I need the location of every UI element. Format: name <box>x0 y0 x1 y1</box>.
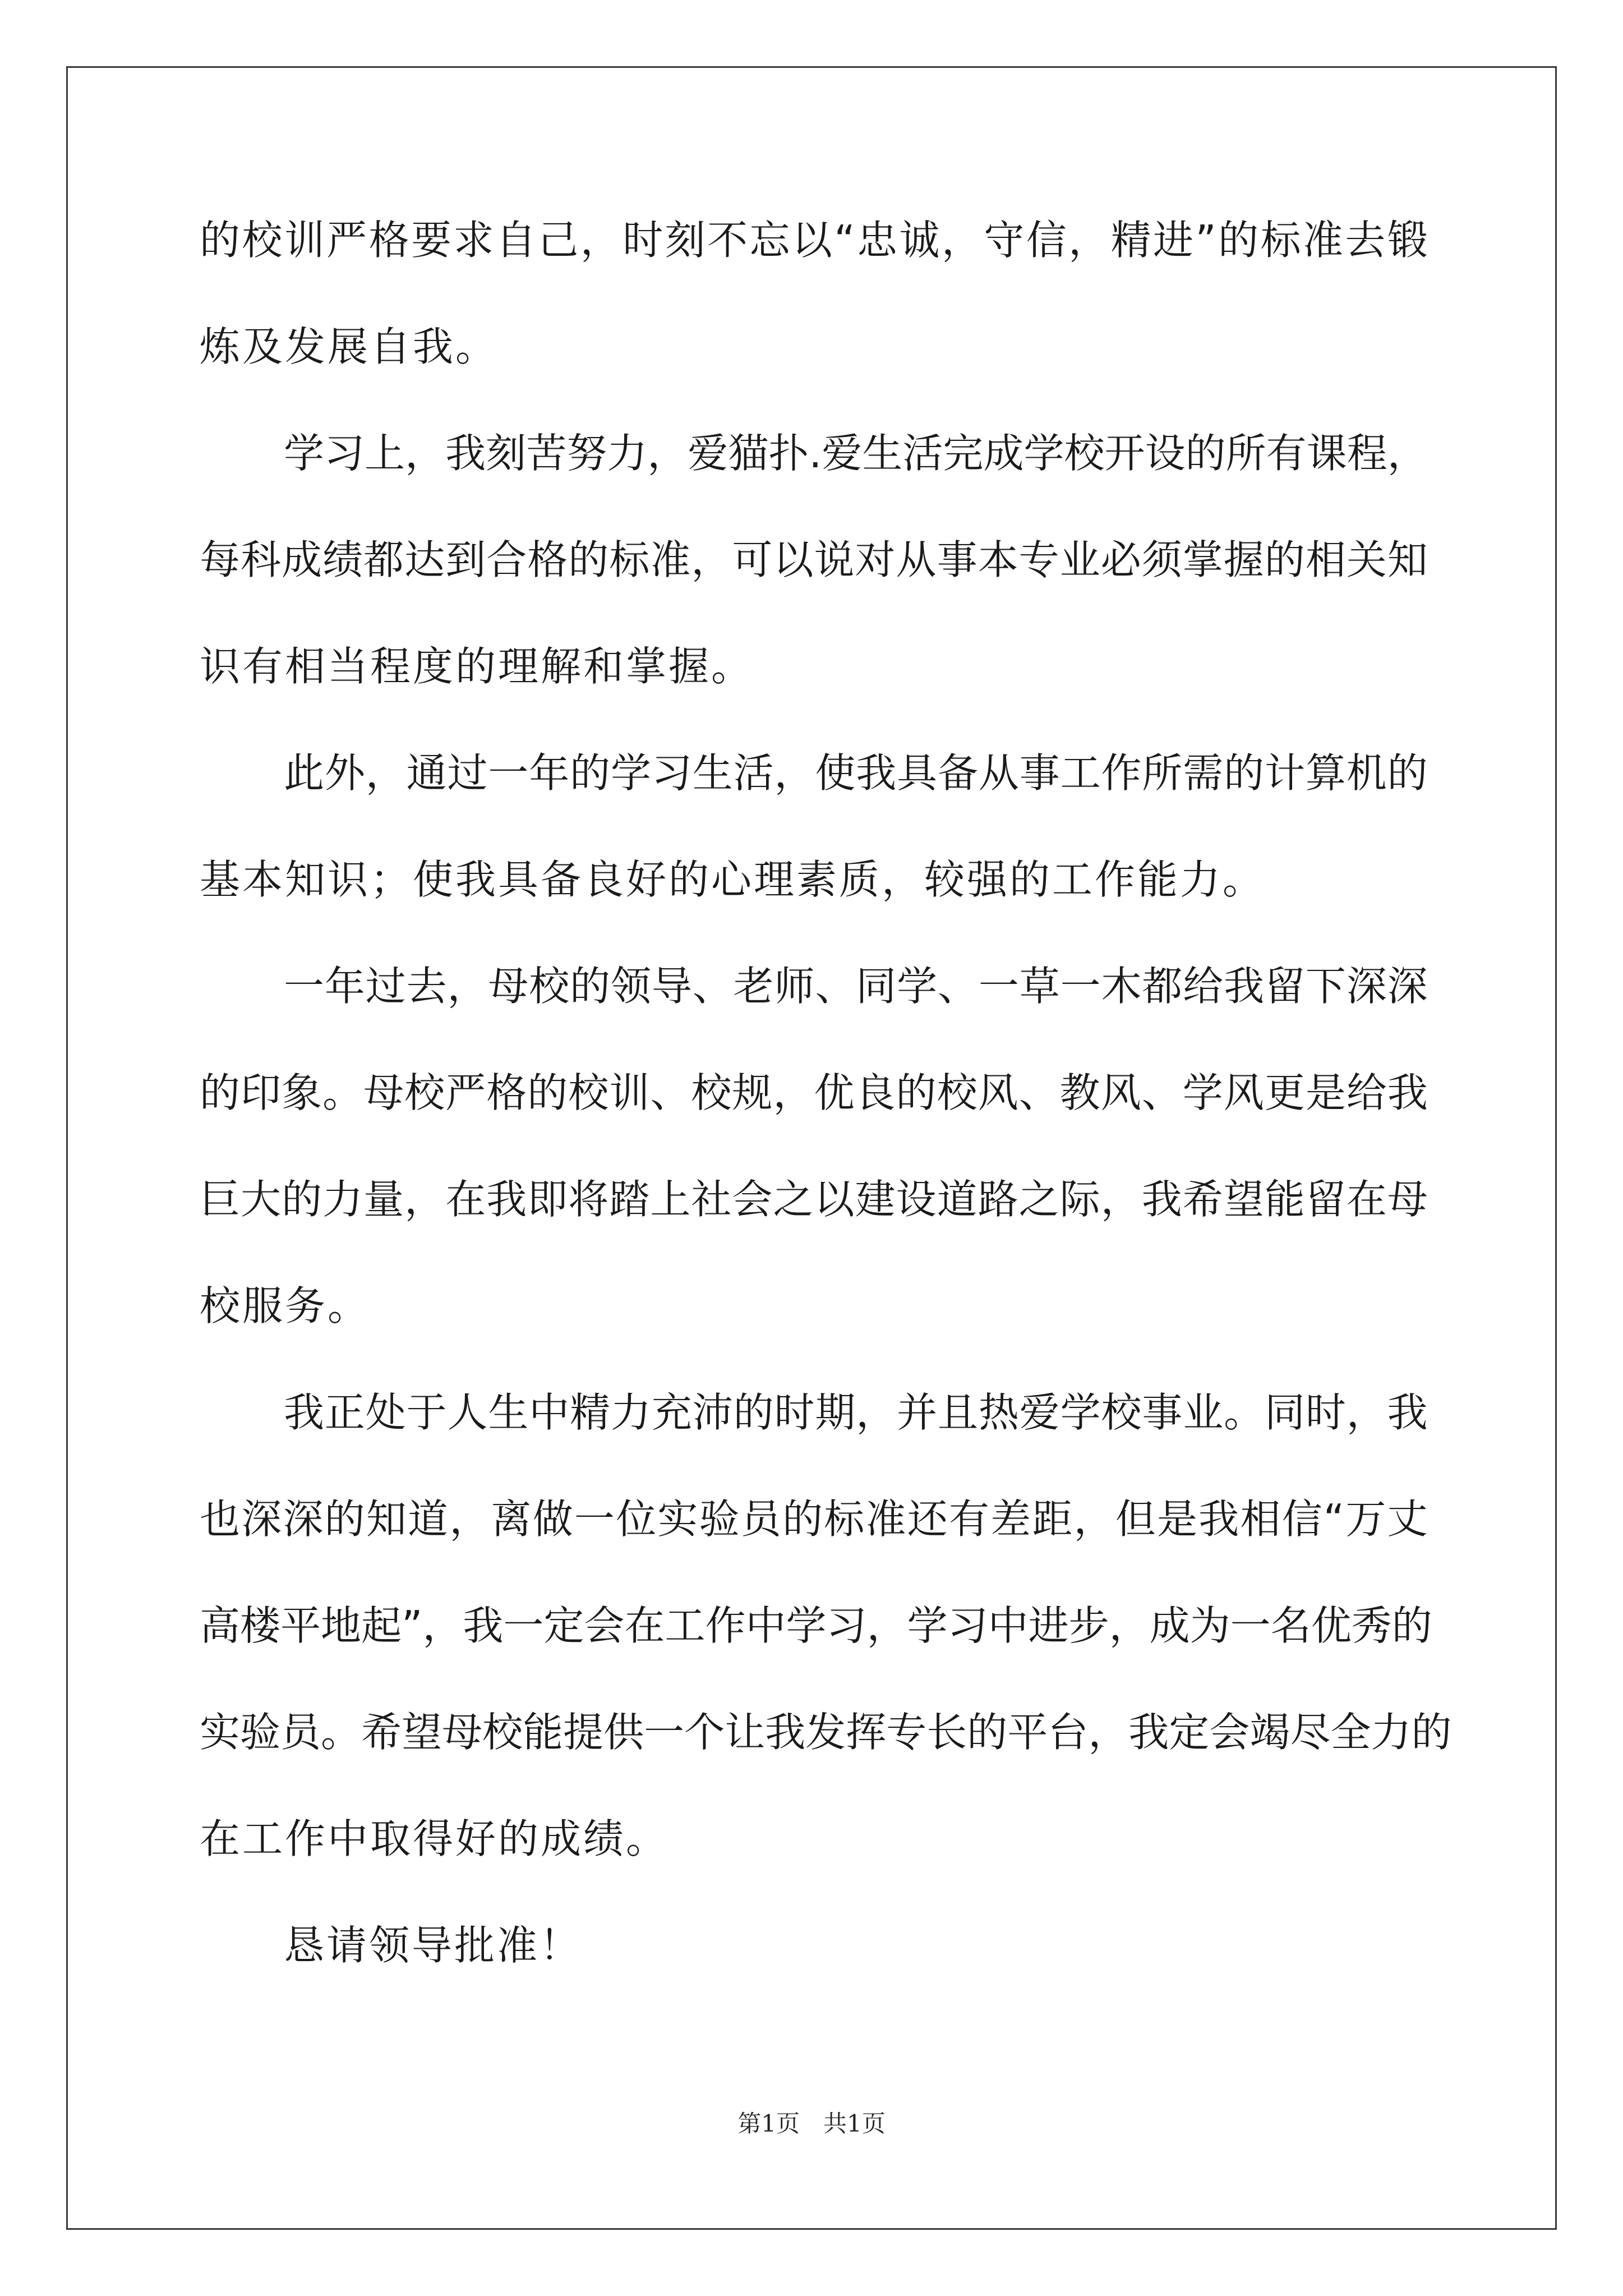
closing-line: 恳请领导批准！ <box>284 1922 583 1969</box>
text-line: 校服务。 <box>200 1282 371 1329</box>
text-line: 基本知识；使我具备良好的心理素质，较强的工作能力。 <box>200 856 1266 903</box>
paragraph-first-line: 此 外 ， 通 过 一 年 的 学 习 生 活 ， 使 我 具 备 从 事 工 作 所 需 的 计 算 机 的 <box>284 749 1428 797</box>
paragraph-first-line: 一 年 过 去 ， 母 校 的 领 导 、 老 师 、 同 学 、 一 草 一 木 都 给 我 留 下 深 深 <box>284 963 1428 1010</box>
text-line: 的 校 训 严 格 要 求 自 己 ， 时 刻 不 忘 以 “ 忠 诚 ， 守 信 ， 精 进 ” 的 标 准 去 锻 <box>200 217 1428 264</box>
text-line: 也 深 深 的 知 道 ， 离 做 一 位 实 验 员 的 标 准 还 有 差 距 ， 但 是 我 相 信 “ 万 丈 <box>200 1496 1428 1543</box>
text-line: 炼及发展自我。 <box>200 323 499 370</box>
paragraph-first-line: 我 正 处 于 人 生 中 精 力 充 沛 的 时 期 ， 并 且 热 爱 学 校 事 业 。 同 时 ， 我 <box>284 1389 1428 1436</box>
text-line: 每 科 成 绩 都 达 到 合 格 的 标 准 ， 可 以 说 对 从 事 本 专 业 必 须 掌 握 的 相 关 知 <box>200 536 1428 583</box>
page-border <box>66 66 1557 2230</box>
text-line: 的 印 象 。 母 校 严 格 的 校 训 、 校 规 ， 优 良 的 校 风 、 教 风 、 学 风 更 是 给 我 <box>200 1069 1428 1116</box>
page-number-footer: 第1页 共1页 <box>737 2110 886 2137</box>
paragraph-first-line: 学 习 上 ， 我 刻 苦 努 力 ， 爱 猫 扑 . 爱 生 活 完 成 学 校 开 设 的 所 有 课 程 ， <box>284 430 1428 477</box>
text-line: 识有相当程度的理解和掌握。 <box>200 643 754 690</box>
text-line: 实 验 员 。 希 望 母 校 能 提 供 一 个 让 我 发 挥 专 长 的 平 台 ， 我 定 会 竭 尽 全 力 的 <box>200 1709 1452 1756</box>
text-line: 巨 大 的 力 量 ， 在 我 即 将 踏 上 社 会 之 以 建 设 道 路 之 际 ， 我 希 望 能 留 在 母 <box>200 1176 1428 1223</box>
text-line: 高 楼 平 地 起 ” ， 我 一 定 会 在 工 作 中 学 习 ， 学 习 中 进 步 ， 成 为 一 名 优 秀 的 <box>200 1602 1432 1649</box>
text-line: 在工作中取得好的成绩。 <box>200 1815 669 1862</box>
